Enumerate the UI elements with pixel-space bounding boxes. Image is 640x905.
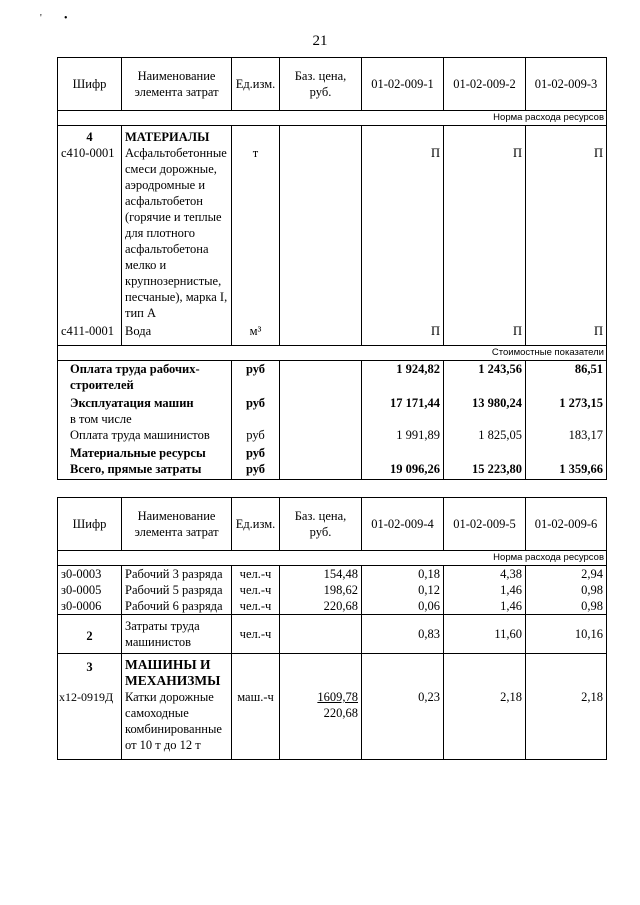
section-number: 3 bbox=[58, 654, 122, 690]
labor-value: 10,16 bbox=[526, 615, 607, 654]
table-row bbox=[58, 126, 607, 146]
worker-value: 1,46 bbox=[444, 598, 526, 615]
item-value: П bbox=[526, 145, 607, 323]
band-costs: Стоимостные показатели bbox=[58, 346, 607, 361]
worker-value: 0,18 bbox=[362, 566, 444, 583]
header-col: 01-02-009-3 bbox=[526, 58, 607, 111]
header-code: Шифр bbox=[58, 58, 122, 111]
worker-unit: чел.-ч bbox=[232, 582, 280, 598]
cost-unit: руб bbox=[232, 393, 280, 411]
page-number: 21 bbox=[312, 33, 328, 49]
resource-table-2 bbox=[57, 497, 607, 760]
worker-value: 4,38 bbox=[444, 566, 526, 583]
header-col: 01-02-009-5 bbox=[444, 498, 526, 551]
worker-price: 154,48 bbox=[280, 566, 362, 583]
cost-unit: руб bbox=[232, 461, 280, 480]
header-name: Наименование элемента затрат bbox=[122, 58, 232, 111]
worker-value: 2,94 bbox=[526, 566, 607, 583]
cost-name: Эксплуатация машин bbox=[58, 393, 232, 411]
header-col: 01-02-009-2 bbox=[444, 58, 526, 111]
worker-value: 0,12 bbox=[362, 582, 444, 598]
cost-row bbox=[58, 393, 607, 411]
header-unit: Ед.изм. bbox=[232, 58, 280, 111]
cost-name: Материальные ресурсы bbox=[58, 443, 232, 461]
table-row bbox=[58, 145, 607, 323]
worker-name: Рабочий 6 разряда bbox=[122, 598, 232, 615]
cost-row bbox=[58, 411, 607, 427]
machine-price-cell bbox=[280, 689, 362, 760]
worker-price: 220,68 bbox=[280, 598, 362, 615]
header-code: Шифр bbox=[58, 498, 122, 551]
cost-value: 86,51 bbox=[526, 361, 607, 394]
item-unit: м³ bbox=[232, 323, 280, 346]
header-price: Баз. цена, руб. bbox=[280, 498, 362, 551]
worker-price: 198,62 bbox=[280, 582, 362, 598]
cost-value: 1 924,82 bbox=[362, 361, 444, 394]
labor-value: 11,60 bbox=[444, 615, 526, 654]
machine-price-secondary: 220,68 bbox=[323, 706, 358, 720]
cost-value: 13 980,24 bbox=[444, 393, 526, 411]
header-col: 01-02-009-1 bbox=[362, 58, 444, 111]
table-header bbox=[58, 58, 607, 111]
header-col: 01-02-009-6 bbox=[526, 498, 607, 551]
cost-value: 19 096,26 bbox=[362, 461, 444, 480]
worker-name: Рабочий 5 разряда bbox=[122, 582, 232, 598]
cost-unit: руб bbox=[232, 443, 280, 461]
machine-price: 1609,78 bbox=[317, 690, 358, 704]
table-header bbox=[58, 498, 607, 551]
worker-unit: чел.-ч bbox=[232, 598, 280, 615]
worker-value: 0,98 bbox=[526, 598, 607, 615]
table-row bbox=[58, 566, 607, 583]
cost-value: 1 273,15 bbox=[526, 393, 607, 411]
worker-code: з0-0003 bbox=[58, 566, 122, 583]
machine-code: х12-0919Д bbox=[58, 689, 122, 760]
machine-unit: маш.-ч bbox=[232, 689, 280, 760]
worker-unit: чел.-ч bbox=[232, 566, 280, 583]
resource-table-1 bbox=[57, 57, 607, 480]
corner-mark: ' bbox=[40, 13, 42, 24]
cost-value: 1 359,66 bbox=[526, 461, 607, 480]
cost-unit: руб bbox=[232, 427, 280, 443]
cost-value: 17 171,44 bbox=[362, 393, 444, 411]
worker-code: з0-0005 bbox=[58, 582, 122, 598]
worker-value: 0,06 bbox=[362, 598, 444, 615]
labor-unit: чел.-ч bbox=[232, 615, 280, 654]
cost-row bbox=[58, 443, 607, 461]
cost-name: в том числе bbox=[58, 411, 232, 427]
labor-name: Затраты труда машинистов bbox=[122, 615, 232, 654]
cost-value: 1 991,89 bbox=[362, 427, 444, 443]
item-value: П bbox=[444, 323, 526, 346]
item-value: П bbox=[362, 145, 444, 323]
item-unit: т bbox=[232, 145, 280, 323]
cost-value: 183,17 bbox=[526, 427, 607, 443]
item-value: П bbox=[526, 323, 607, 346]
section-number: 4 bbox=[58, 126, 122, 146]
cost-unit: руб bbox=[232, 361, 280, 394]
header-unit: Ед.изм. bbox=[232, 498, 280, 551]
table-row bbox=[58, 689, 607, 760]
cost-value: 1 243,56 bbox=[444, 361, 526, 394]
section-title: МАТЕРИАЛЫ bbox=[122, 126, 232, 146]
item-name: Вода bbox=[122, 323, 232, 346]
labor-value: 0,83 bbox=[362, 615, 444, 654]
cost-name: Оплата труда рабочих-строителей bbox=[58, 361, 232, 394]
band-norms: Норма расхода ресурсов bbox=[58, 551, 607, 566]
table-row bbox=[58, 582, 607, 598]
cost-row bbox=[58, 461, 607, 480]
item-code: с411-0001 bbox=[58, 323, 122, 346]
header-name: Наименование элемента затрат bbox=[122, 498, 232, 551]
cost-row bbox=[58, 361, 607, 394]
machine-value: 0,23 bbox=[362, 689, 444, 760]
table-row bbox=[58, 323, 607, 346]
cost-name: Оплата труда машинистов bbox=[58, 427, 232, 443]
cost-value: 1 825,05 bbox=[444, 427, 526, 443]
cost-row bbox=[58, 427, 607, 443]
cost-name: Всего, прямые затраты bbox=[58, 461, 232, 480]
item-name: Асфальтобетонные смеси дорожные, аэродромные и асфальтобетон (горячие и теплые для плотного асфальтобетона мелко и крупнозернистые, песчаные), марка I, тип А bbox=[122, 145, 232, 323]
cost-value: 15 223,80 bbox=[444, 461, 526, 480]
table-row bbox=[58, 615, 607, 654]
header-price: Баз. цена, руб. bbox=[280, 58, 362, 111]
table-row bbox=[58, 598, 607, 615]
machine-value: 2,18 bbox=[444, 689, 526, 760]
band-norms: Норма расхода ресурсов bbox=[58, 111, 607, 126]
machine-name: Катки дорожные самоходные комбинированные от 10 т до 12 т bbox=[122, 689, 232, 760]
item-value: П bbox=[444, 145, 526, 323]
item-code: с410-0001 bbox=[58, 145, 122, 323]
worker-code: з0-0006 bbox=[58, 598, 122, 615]
worker-value: 0,98 bbox=[526, 582, 607, 598]
header-col: 01-02-009-4 bbox=[362, 498, 444, 551]
section-title: МАШИНЫ И МЕХАНИЗМЫ bbox=[122, 654, 232, 690]
machine-value: 2,18 bbox=[526, 689, 607, 760]
item-value: П bbox=[362, 323, 444, 346]
labor-code: 2 bbox=[58, 615, 122, 654]
worker-value: 1,46 bbox=[444, 582, 526, 598]
table-row bbox=[58, 654, 607, 690]
corner-mark: • bbox=[64, 13, 68, 24]
worker-name: Рабочий 3 разряда bbox=[122, 566, 232, 583]
